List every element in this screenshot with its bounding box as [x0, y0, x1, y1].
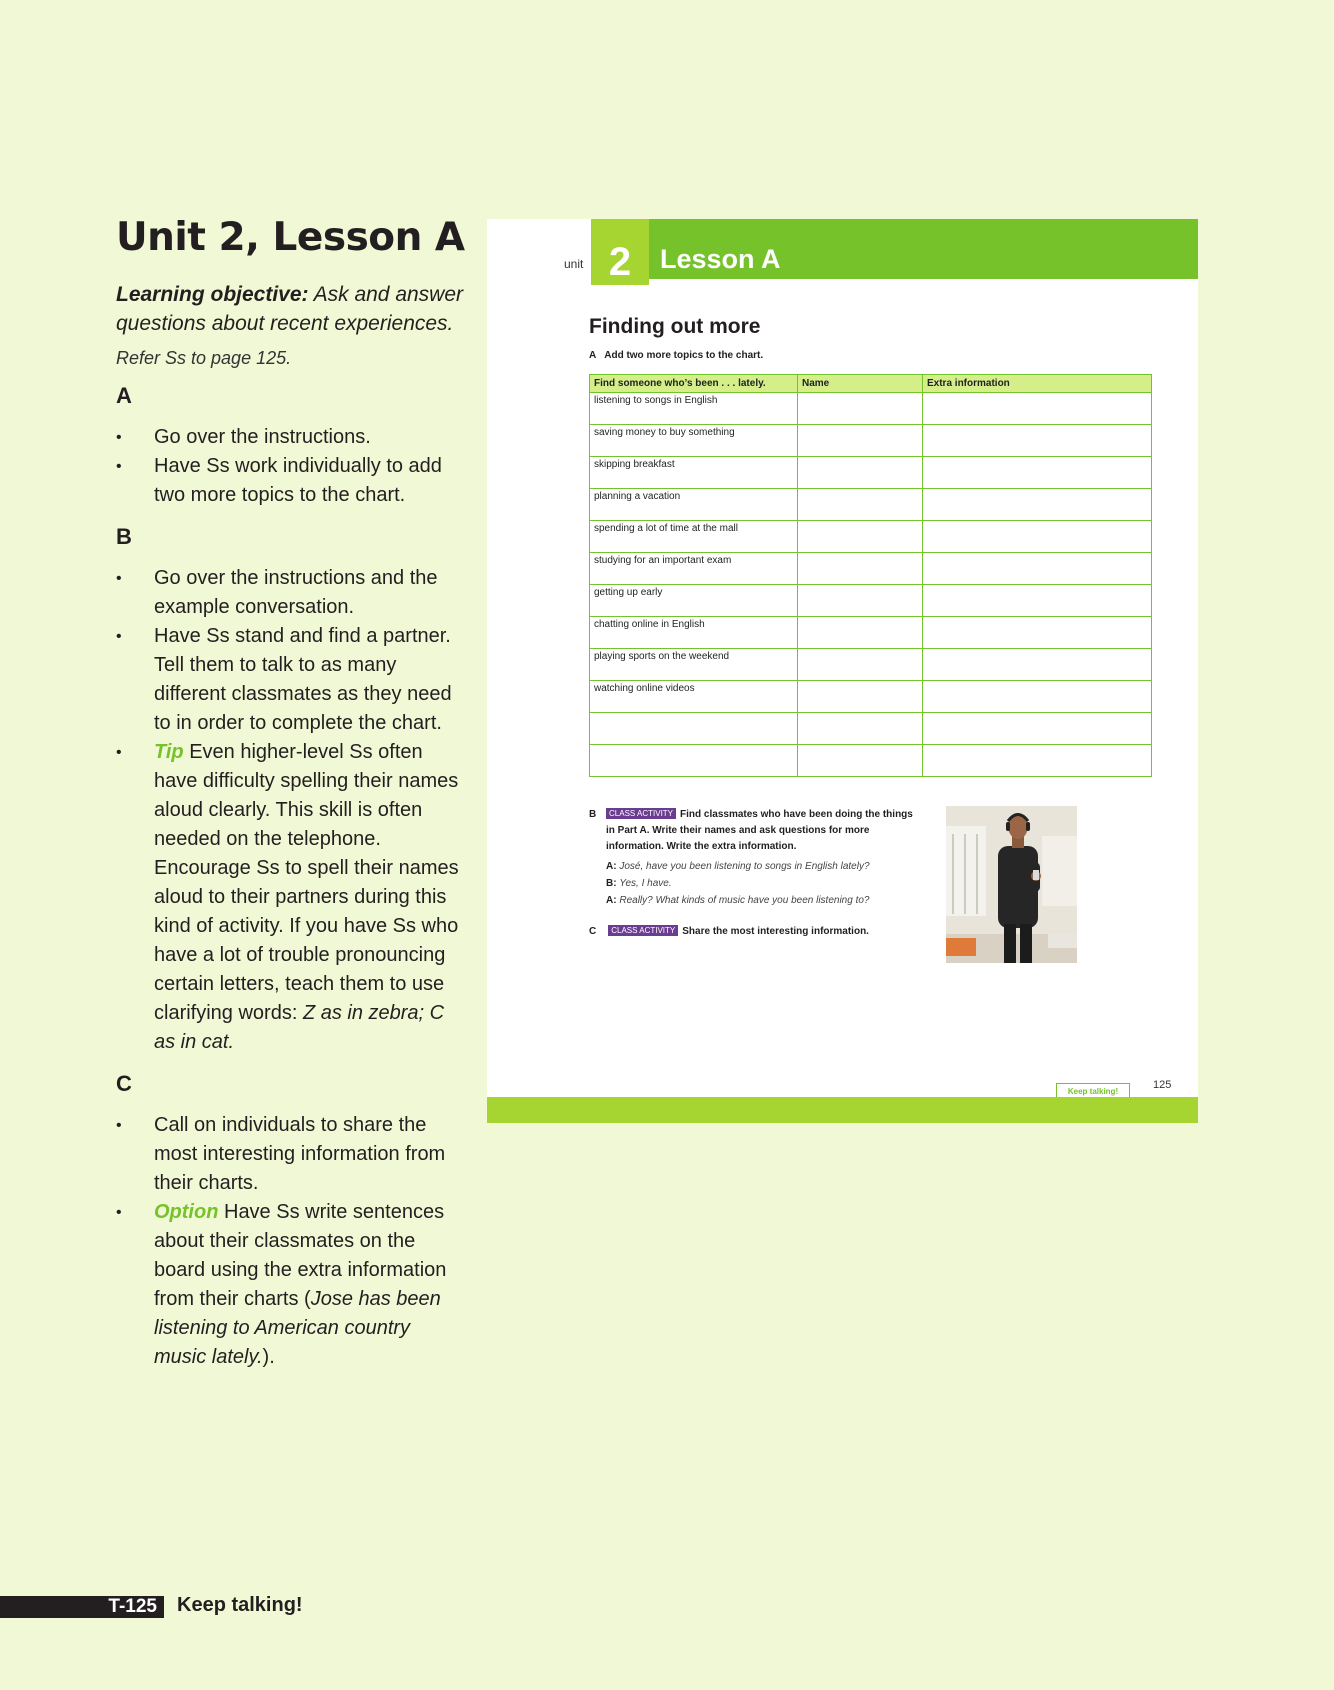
conversation-line [606, 875, 919, 892]
name-cell[interactable] [798, 713, 923, 745]
name-cell[interactable] [798, 489, 923, 521]
part-c-letter: C [589, 926, 597, 937]
tip-text: Even higher-level Ss often have difficulty spelling their names aloud clearly. This skill is often needed on the telephone. Encourage Ss to spell their names aloud to their partners during this kind of activity. If you have Ss who have a lot of trouble pronouncing certain letters, teach them to use clarifying words: [154, 741, 459, 1024]
topic-cell[interactable] [590, 745, 798, 777]
table-row [590, 585, 1152, 617]
table-row [590, 521, 1152, 553]
table-row [590, 745, 1152, 777]
extra-info-cell[interactable] [923, 681, 1152, 713]
part-b [589, 807, 919, 909]
name-cell[interactable] [798, 553, 923, 585]
option-label: Option [154, 1201, 219, 1223]
objective-label: Learning objective: [116, 283, 309, 306]
extra-info-cell[interactable] [923, 457, 1152, 489]
name-cell[interactable] [798, 617, 923, 649]
name-cell[interactable] [798, 681, 923, 713]
option-text: Have Ss write sentences about their classmates on the board using the extra information from their charts ( [154, 1201, 447, 1310]
teacher-notes [116, 215, 466, 1386]
section-a-letter: A [116, 383, 132, 408]
objective-text: Ask and answer questions about recent experiences. [116, 283, 464, 335]
footer-title: Keep talking! [177, 1594, 303, 1616]
section-a-list [116, 423, 466, 510]
table-row [590, 649, 1152, 681]
table-row [590, 553, 1152, 585]
list-item: • Have Ss stand and find a partner. Tell them to talk to as many different classmates as they need to in order to complete the chart. [116, 622, 466, 738]
topic-cell: listening to songs in English [590, 393, 798, 425]
list-item: • Go over the instructions and the example conversation. [116, 564, 466, 622]
extra-info-cell[interactable] [923, 713, 1152, 745]
name-cell[interactable] [798, 745, 923, 777]
extra-info-cell[interactable] [923, 585, 1152, 617]
option-end: ). [262, 1346, 275, 1368]
footer-page-number: T-125 [0, 1596, 164, 1618]
option-item [116, 1198, 466, 1372]
speaker: B: [606, 878, 617, 889]
table-row [590, 681, 1152, 713]
table-row [590, 393, 1152, 425]
topic-cell: planning a vacation [590, 489, 798, 521]
part-a-text: Add two more topics to the chart. [604, 350, 764, 361]
topic-cell: chatting online in English [590, 617, 798, 649]
photo-man-with-headphones [946, 806, 1077, 963]
section-c-letter: C [116, 1071, 132, 1096]
name-cell[interactable] [798, 585, 923, 617]
part-c-instruction: Share the most interesting information. [682, 926, 869, 937]
topic-cell: studying for an important exam [590, 553, 798, 585]
man-illustration [946, 806, 1077, 963]
conversation-line [606, 858, 919, 875]
topic-cell: playing sports on the weekend [590, 649, 798, 681]
part-b-letter: B [589, 809, 597, 820]
learning-objective [116, 280, 466, 338]
student-page [487, 219, 1198, 1123]
tip-example: Z as in zebra; C as in cat. [154, 1002, 445, 1053]
part-c [589, 925, 869, 937]
lesson-banner: Lesson A [649, 219, 1198, 279]
speaker: A: [606, 895, 617, 906]
table-row [590, 617, 1152, 649]
class-activity-badge: CLASS ACTIVITY [608, 925, 678, 936]
list-item: • Have Ss work individually to add two more topics to the chart. [116, 452, 466, 510]
page-number: 125 [1153, 1079, 1172, 1091]
utterance: José, have you been listening to songs in English lately? [619, 861, 870, 872]
part-a-instruction [589, 350, 763, 361]
table-row [590, 489, 1152, 521]
option-example: Jose has been listening to American country music lately. [154, 1288, 441, 1368]
topic-cell: saving money to buy something [590, 425, 798, 457]
speaker: A: [606, 861, 617, 872]
table-row [590, 425, 1152, 457]
extra-info-cell[interactable] [923, 393, 1152, 425]
name-cell[interactable] [798, 521, 923, 553]
name-cell[interactable] [798, 457, 923, 489]
name-cell[interactable] [798, 649, 923, 681]
class-activity-badge: CLASS ACTIVITY [606, 808, 676, 819]
example-conversation [606, 858, 919, 909]
extra-info-cell[interactable] [923, 553, 1152, 585]
tip-item [116, 738, 466, 1057]
utterance: Really? What kinds of music have you been listening to? [619, 895, 870, 906]
name-cell[interactable] [798, 393, 923, 425]
section-title: Finding out more [589, 315, 761, 338]
chart-header-name: Name [798, 375, 923, 393]
extra-info-cell[interactable] [923, 425, 1152, 457]
extra-info-cell[interactable] [923, 489, 1152, 521]
list-item: • Call on individuals to share the most interesting information from their charts. [116, 1111, 466, 1198]
chart-header-row [590, 375, 1152, 393]
conversation-line [606, 892, 919, 909]
part-a-letter: A [589, 350, 597, 361]
keep-talking-badge: Keep talking! [1056, 1083, 1130, 1101]
unit-number: 2 [591, 219, 649, 285]
utterance: Yes, I have. [619, 878, 672, 889]
tip-label: Tip [154, 741, 184, 763]
topic-cell: getting up early [590, 585, 798, 617]
topic-cell: spending a lot of time at the mall [590, 521, 798, 553]
section-c-list [116, 1111, 466, 1372]
chart-header-extra: Extra information [923, 375, 1152, 393]
list-item: • Go over the instructions. [116, 423, 466, 452]
part-b-instruction: Find classmates who have been doing the things in Part A. Write their names and ask questions for more information. Write the extra information. [606, 809, 913, 852]
topic-cell: skipping breakfast [590, 457, 798, 489]
table-row [590, 713, 1152, 745]
section-b-list [116, 564, 466, 1057]
extra-info-cell[interactable] [923, 649, 1152, 681]
section-b-letter: B [116, 524, 132, 549]
lesson-heading: Unit 2, Lesson A [116, 215, 465, 260]
unit-label: unit [564, 257, 584, 271]
topics-chart [589, 374, 1152, 777]
refer-note: Refer Ss to page 125. [116, 348, 292, 368]
extra-info-cell[interactable] [923, 617, 1152, 649]
chart-header-topic: Find someone who’s been . . . lately. [590, 375, 798, 393]
extra-info-cell[interactable] [923, 745, 1152, 777]
name-cell[interactable] [798, 425, 923, 457]
topic-cell[interactable] [590, 713, 798, 745]
extra-info-cell[interactable] [923, 521, 1152, 553]
table-row [590, 457, 1152, 489]
topic-cell: watching online videos [590, 681, 798, 713]
bottom-bar [487, 1097, 1198, 1123]
